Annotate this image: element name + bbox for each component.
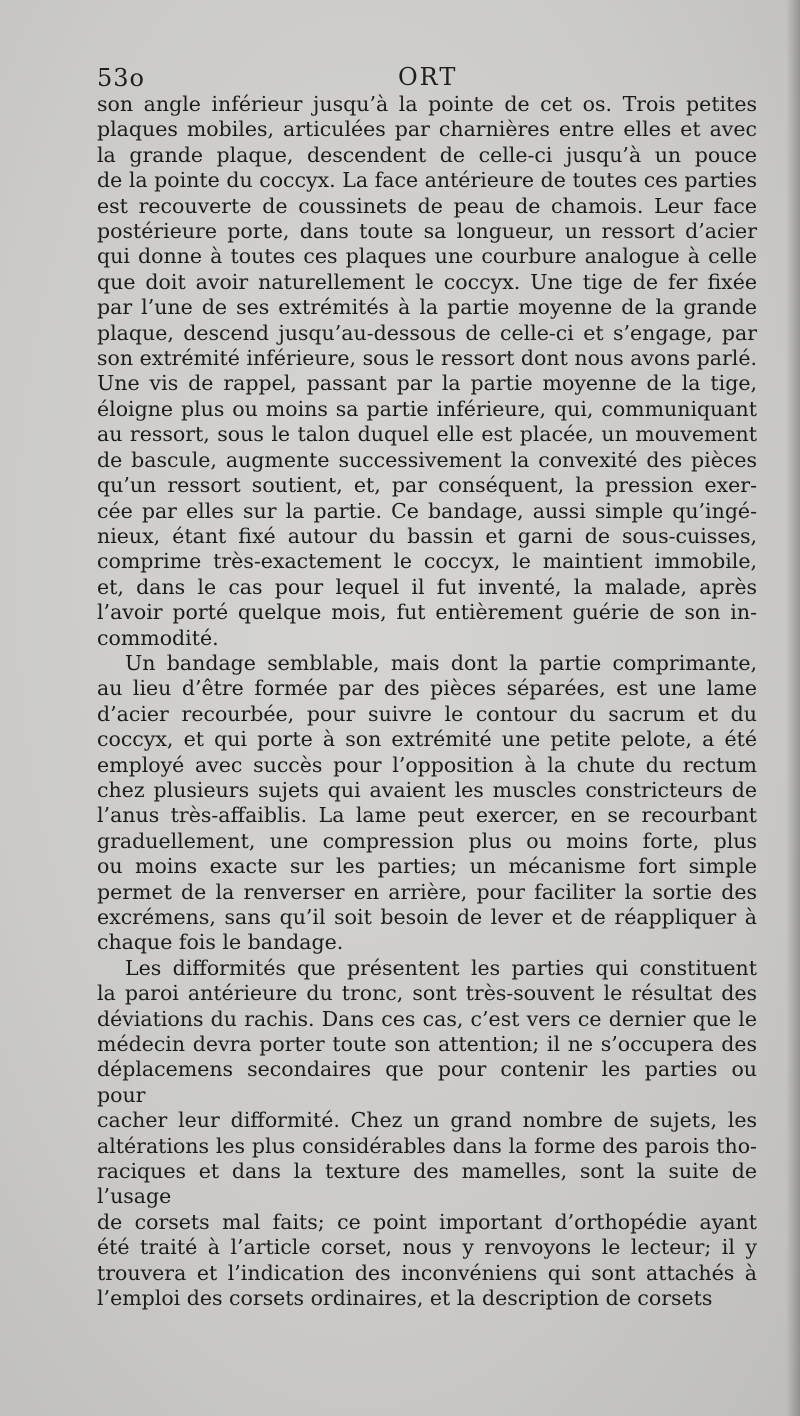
text-line: altérations les plus considérables dans la forme des parois tho- [97,1133,757,1158]
text-line: au ressort, sous le talon duquel elle est placée, un mouvement [97,422,757,447]
text-line: Les difformités que présentent les parties qui constituent [125,955,757,980]
text-line: son angle inférieur jusqu’à la pointe de cet os. Trois petites [97,92,757,116]
page-header [97,56,757,96]
text-line: Une vis de rappel, passant par la partie moyenne de la tige, [97,371,757,396]
text-line: au lieu d’être formée par des pièces séparées, est une lame [97,676,757,701]
paragraph-3 [97,956,757,1312]
text-line: cée par elles sur la partie. Ce bandage, aussi simple qu’ingé- [97,498,757,523]
text-line: cacher leur difformité. Chez un grand nombre de sujets, les [97,1108,757,1133]
text-line: de bascule, augmente successivement la convexité des pièces [97,447,757,472]
text-line: comprime très-exactement le coccyx, le maintient immobile, [97,549,757,574]
text-line: de la pointe du coccyx. La face antérieure de toutes ces parties [97,168,757,193]
page-edge-shadow [786,0,800,1416]
text-line: permet de la renverser en arrière, pour faciliter la sortie des [97,879,757,904]
text-line: plaque, descend jusqu’au-dessous de celle-ci et s’engage, par [97,320,757,345]
text-line: déplacemens secondaires que pour contenir les parties ou pour [97,1057,757,1107]
text-line: de corsets mal faits; ce point important d’orthopédie ayant [97,1209,757,1234]
paragraph-2 [97,651,757,956]
text-line: employé avec succès pour l’opposition à la chute du rectum [97,752,757,777]
text-line: son extrémité inférieure, sous le ressort dont nous avons parlé. [97,346,757,371]
text-line: coccyx, et qui porte à son extrémité une petite pelote, a été [97,727,757,752]
text-line: éloigne plus ou moins sa partie inférieure, qui, communiquant [97,396,757,421]
text-line: médecin devra porter toute son attention; il ne s’occupera des [97,1032,757,1057]
text-line: qu’un ressort soutient, et, par conséquent, la pression exer- [97,473,757,498]
text-line: qui donne à toutes ces plaques une courbure analogue à celle [97,244,757,269]
text-line: été traité à l’article corset, nous y renvoyons le lecteur; il y [97,1235,757,1260]
text-line: l’avoir porté quelque mois, fut entièrement guérie de son in- [97,600,757,625]
text-line: l’emploi des corsets ordinaires, et la description de corsets [97,1286,713,1311]
text-line: est recouverte de coussinets de peau de chamois. Leur face [97,193,757,218]
text-line: que doit avoir naturellement le coccyx. Une tige de fer fixée [97,269,757,294]
page-number: 53o [97,64,145,92]
text-line: trouvera et l’indication des inconvéniens qui sont attachés à [97,1260,757,1285]
text-line: déviations du rachis. Dans ces cas, c’est vers ce dernier que le [97,1006,757,1031]
text-line: graduellement, une compression plus ou moins forte, plus [97,828,757,853]
text-line: la paroi antérieure du tronc, sont très-souvent le résultat des [97,981,757,1006]
text-line: chez plusieurs sujets qui avaient les muscles constricteurs de [97,777,757,802]
text-line: nieux, étant fixé autour du bassin et garni de sous-cuisses, [97,523,757,548]
running-head: ORT [398,63,458,91]
text-line: ou moins exacte sur les parties; un mécanisme fort simple [97,854,757,879]
text-line: Un bandage semblable, mais dont la partie comprimante, [125,650,757,675]
text-line: d’acier recourbée, pour suivre le contour du sacrum et du [97,701,757,726]
text-line: plaques mobiles, articulées par charnières entre elles et avec [97,117,757,142]
text-line: raciques et dans la texture des mamelles, sont la suite de l’usage [97,1159,757,1209]
paragraph-1 [97,92,757,651]
text-line: par l’une de ses extrémités à la partie moyenne de la grande [97,295,757,320]
text-line: et, dans le cas pour lequel il fut inventé, la malade, après [97,574,757,599]
text-line: excrémens, sans qu’il soit besoin de lever et de réappliquer à [97,905,757,929]
text-line: chaque fois le bandage. [97,930,344,955]
text-line: commodité. [97,625,219,650]
text-line: la grande plaque, descendent de celle-ci jusqu’à un pouce [97,142,757,167]
body-text [97,92,757,1312]
text-line: postérieure porte, dans toute sa longueur, un ressort d’acier [97,219,757,244]
text-line: l’anus très-affaiblis. La lame peut exercer, en se recourbant [97,803,757,828]
